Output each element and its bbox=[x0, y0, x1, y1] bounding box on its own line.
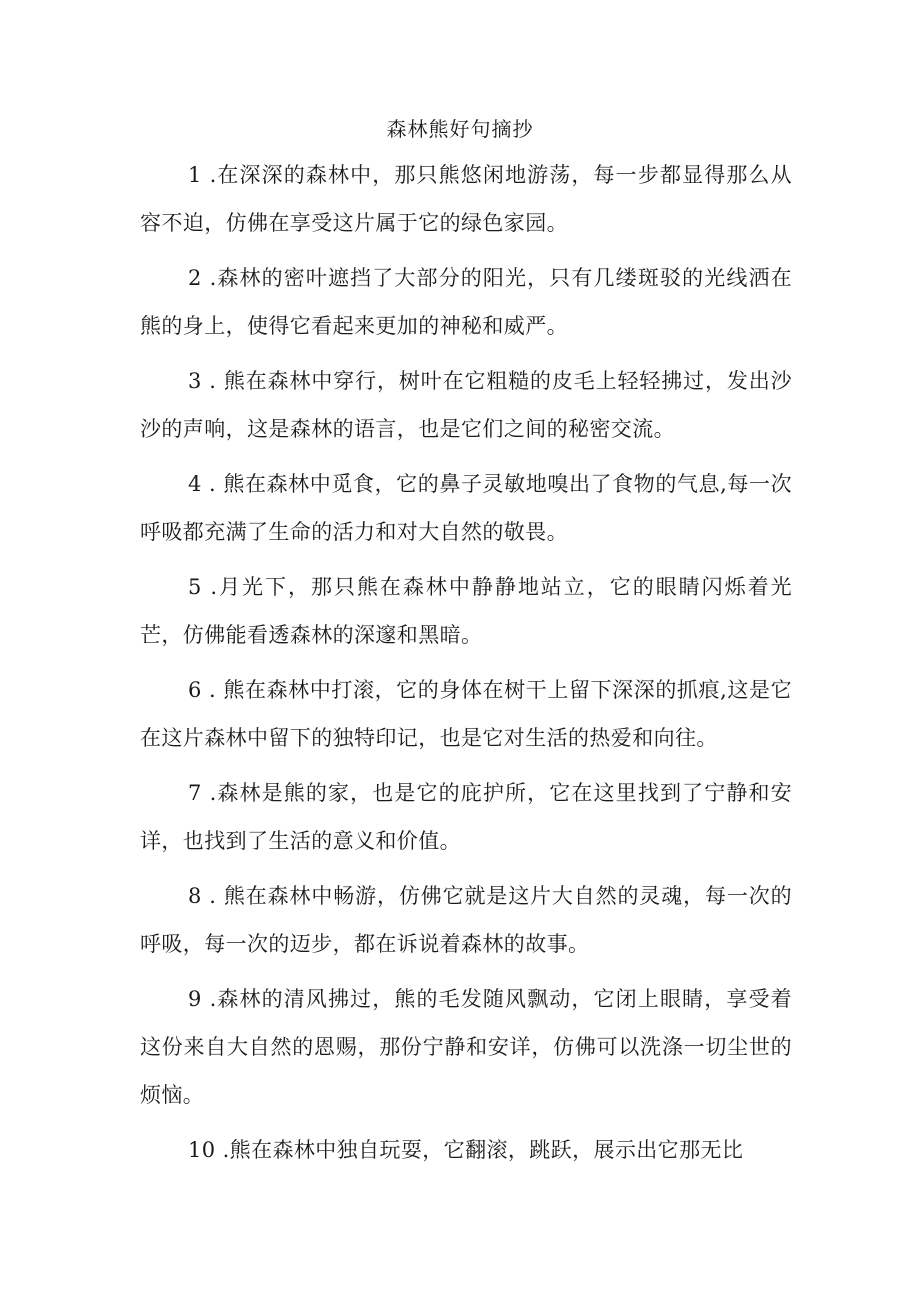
item-number: 2 bbox=[188, 266, 202, 290]
item-text: .在深深的森林中，那只熊悠闲地游荡，每一步都显得那么从容不迫，仿佛在享受这片属于它的绿色家园。 bbox=[140, 163, 792, 235]
item-number: 7 bbox=[188, 781, 202, 805]
item-number: 8 bbox=[188, 884, 202, 908]
item-text: .森林的清风拂过，熊的毛发随风飘动，它闭上眼睛，享受着这份来自大自然的恩赐，那份宁静和安详，仿佛可以洗涤一切尘世的烦恼。 bbox=[140, 987, 792, 1107]
page-title: 森林熊好句摘抄 bbox=[386, 117, 534, 141]
item-text: .熊在森林中独自玩耍，它翻滚，跳跃，展示出它那无比 bbox=[215, 1138, 744, 1162]
list-item bbox=[140, 666, 792, 762]
list-item bbox=[140, 460, 792, 556]
item-number: 5 bbox=[188, 575, 202, 599]
list-item bbox=[140, 254, 792, 350]
item-text: . 熊在森林中打滚，它的身体在树干上留下深深的抓痕,这是它在这片森林中留下的独特印记，也是它对生活的热爱和向往。 bbox=[140, 678, 792, 750]
list-item bbox=[140, 357, 792, 453]
item-number: 6 bbox=[188, 678, 202, 702]
sentence-list bbox=[140, 151, 792, 1181]
item-text: .森林的密叶遮挡了大部分的阳光，只有几缕斑驳的光线洒在熊的身上，使得它看起来更加的神秘和威严。 bbox=[140, 266, 792, 338]
list-item bbox=[140, 975, 792, 1119]
item-number: 4 bbox=[188, 472, 202, 496]
item-text: . 熊在森林中觅食，它的鼻子灵敏地嗅出了食物的气息,每一次呼吸都充满了生命的活力和对大自然的敬畏。 bbox=[140, 472, 792, 544]
item-text: . 熊在森林中畅游，仿佛它就是这片大自然的灵魂，每一次的呼吸，每一次的迈步，都在诉说着森林的故事。 bbox=[140, 884, 792, 956]
item-text: .森林是熊的家，也是它的庇护所，它在这里找到了宁静和安详，也找到了生活的意义和价值。 bbox=[140, 781, 792, 853]
item-number: 9 bbox=[188, 987, 202, 1011]
item-number: 10 bbox=[188, 1138, 216, 1162]
list-item bbox=[140, 151, 792, 247]
list-item bbox=[140, 563, 792, 659]
item-text: .月光下，那只熊在森林中静静地站立，它的眼睛闪烁着光芒，仿佛能看透森林的深邃和黑暗。 bbox=[140, 575, 792, 647]
item-number: 3 bbox=[188, 369, 202, 393]
list-item bbox=[140, 769, 792, 865]
item-number: 1 bbox=[188, 163, 202, 187]
list-item bbox=[140, 1126, 792, 1174]
item-text: . 熊在森林中穿行，树叶在它粗糙的皮毛上轻轻拂过，发出沙沙的声响，这是森林的语言，也是它们之间的秘密交流。 bbox=[140, 369, 792, 441]
list-item bbox=[140, 872, 792, 968]
